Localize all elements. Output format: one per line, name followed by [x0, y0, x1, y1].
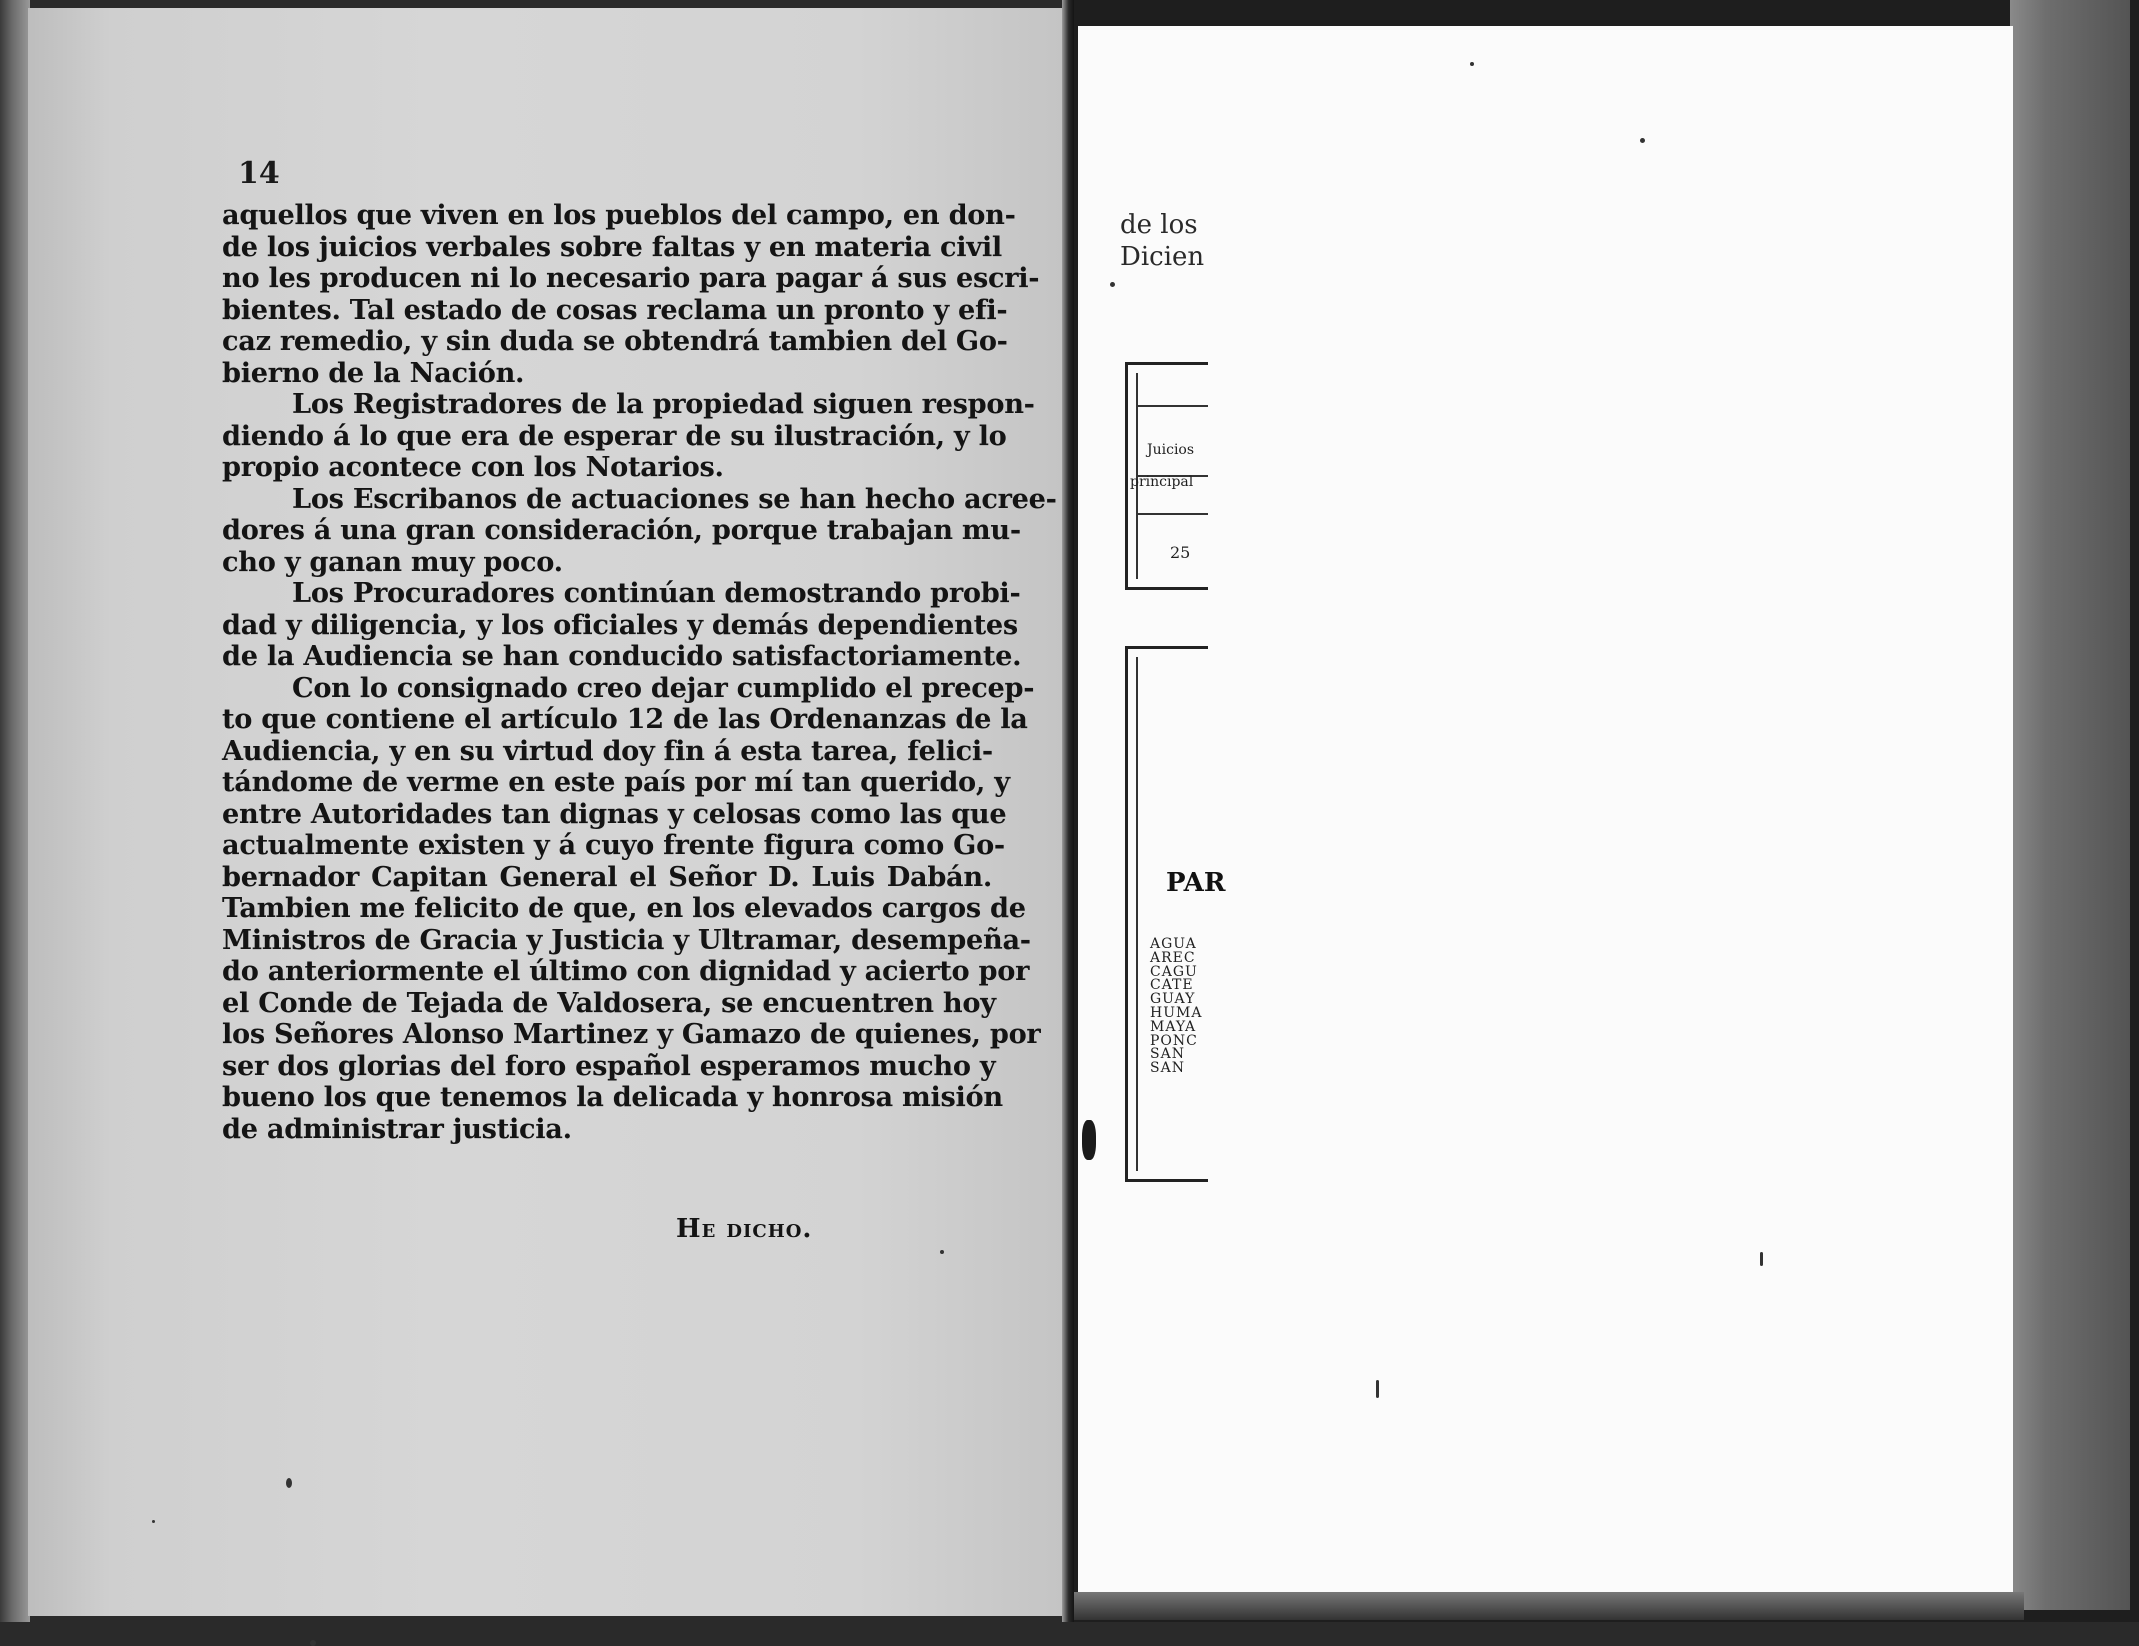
section-heading: PAR	[1166, 868, 1226, 898]
district-name: AGUA	[1150, 936, 1197, 952]
district-name: CATE	[1150, 977, 1194, 994]
text-line: tándome de verme en este país por mí tan querido, y	[222, 766, 1010, 798]
text-line: bueno los que tenemos la delicada y honrosa misión	[222, 1081, 1003, 1113]
district-name: CAGU	[1150, 963, 1198, 980]
district-name: HUMA	[1150, 1004, 1203, 1021]
text-line: de la Audiencia se han conducido satisfactoriamente.	[222, 640, 1022, 672]
body-text	[222, 199, 1057, 1145]
text-line: no les producen ni lo necesario para pagar á sus escri-	[222, 262, 1040, 294]
text-line: el Conde de Tejada de Valdosera, se encuentren hoy	[222, 986, 996, 1019]
book-gutter	[1062, 0, 1074, 1622]
district-name-list	[1150, 938, 1206, 1076]
text-line: caz remedio, y sin duda se obtendrá tambien del Go-	[222, 325, 1008, 357]
text-line: cho y ganan muy poco.	[222, 545, 563, 578]
section-frame	[1125, 646, 1226, 1182]
text-line: ser dos glorias del foro español esperamos mucho y	[222, 1049, 996, 1082]
closing-signature: He dicho.	[676, 1214, 813, 1244]
text-line: dores á una gran consideración, porque trabajan mu-	[222, 514, 1021, 546]
text-line: dad y diligencia, y los oficiales y demás dependientes	[222, 608, 1018, 641]
bottom-page-edge	[1074, 1592, 2024, 1620]
text-line: Los Procuradores continúan demostrando probi-	[292, 577, 1021, 609]
text-line: bernador Capitan General el Señor D. Luis Dabán.	[222, 860, 992, 893]
book-binding-edge	[0, 0, 30, 1622]
table-header-juicios: Juicios	[1147, 442, 1195, 458]
text-line: entre Autoridades tan dignas y celosas como las que	[222, 797, 1007, 830]
text-line: diendo á lo que era de esperar de su ilustración, y lo	[222, 419, 1007, 452]
district-name: AREC	[1150, 949, 1196, 966]
text-line: los Señores Alonso Martinez y Gamazo de quienes, por	[222, 1018, 1041, 1050]
bleed-text-line: Dicien	[1120, 242, 1205, 272]
district-name: MAYA	[1150, 1018, 1197, 1035]
table-value: 25	[1170, 543, 1191, 562]
bleed-text-line: de los	[1120, 210, 1198, 240]
text-line: bierno de la Nación.	[222, 356, 525, 389]
text-line: Tambien me felicito de que, en los elevados cargos de	[222, 892, 1026, 924]
district-name: SAN	[1150, 1060, 1185, 1077]
district-name: GUAY	[1150, 991, 1196, 1008]
text-line: Los Registradores de la propiedad siguen respon-	[292, 388, 1035, 420]
text-line: Los Escribanos de actuaciones se han hecho acree-	[292, 482, 1057, 515]
text-line: Ministros de Gracia y Justicia y Ultramar, desempeña-	[222, 923, 1031, 956]
text-line: propio acontece con los Notarios.	[222, 451, 724, 483]
right-cover-edge	[2010, 0, 2130, 1610]
page-number: 14	[238, 156, 280, 191]
text-line: actualmente existen y á cuyo frente figura como Go-	[222, 829, 1005, 861]
table-header-principal: principal	[1130, 474, 1194, 490]
text-line: de administrar justicia.	[222, 1112, 572, 1145]
text-line: do anteriormente el último con dignidad y acierto por	[222, 955, 1030, 987]
text-line: Audiencia, y en su virtud doy fin á esta tarea, felici-	[222, 734, 993, 767]
district-name: SAN	[1150, 1046, 1185, 1063]
text-line: bientes. Tal estado de cosas reclama un pronto y efi-	[222, 293, 1008, 326]
text-line: de los juicios verbales sobre faltas y en materia civil	[222, 230, 1002, 263]
text-line: aquellos que viven en los pueblos del campo, en don-	[222, 199, 1016, 231]
right-page	[1078, 26, 2013, 1612]
text-line: Con lo consignado creo dejar cumplido el precep-	[292, 671, 1035, 704]
district-name: PONC	[1150, 1032, 1198, 1049]
text-line: to que contiene el artículo 12 de las Ordenanzas de la	[222, 703, 1028, 735]
